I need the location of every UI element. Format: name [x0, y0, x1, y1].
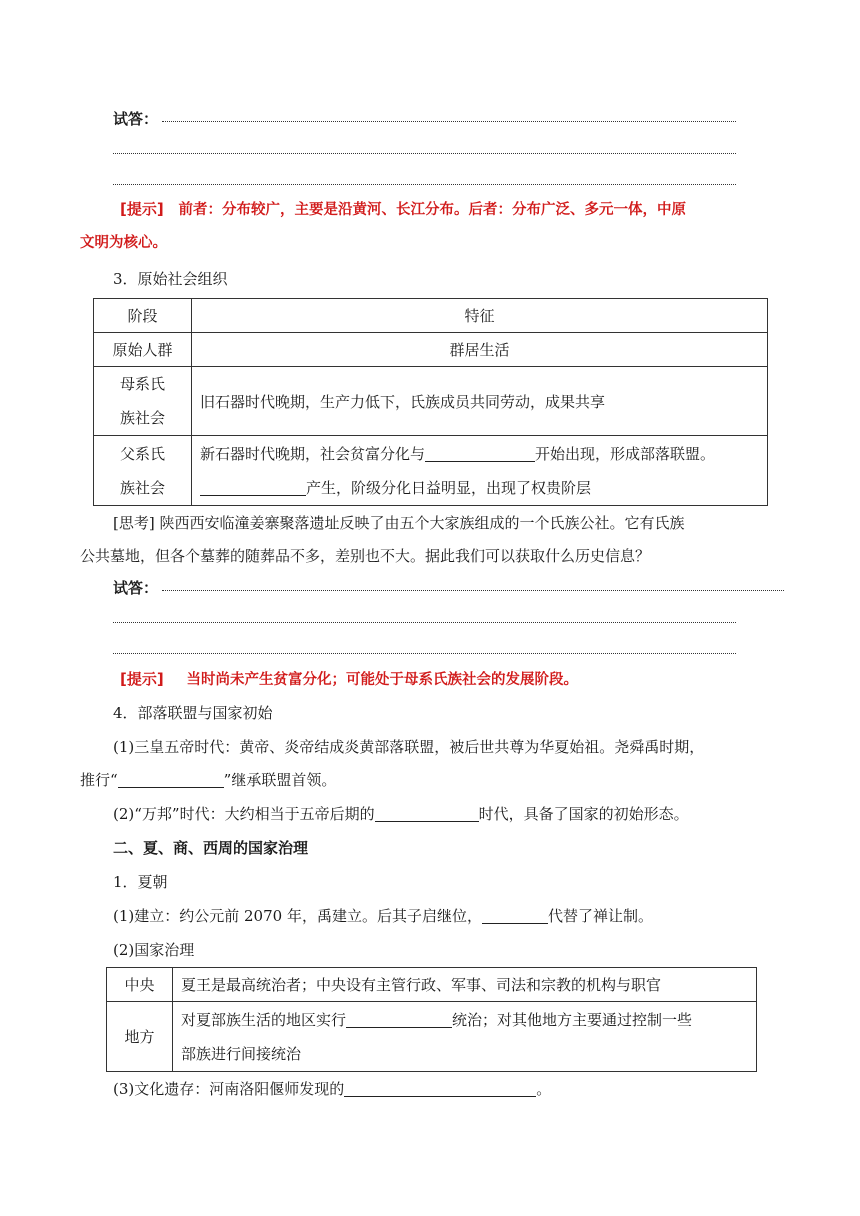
fill-blank[interactable] — [375, 805, 479, 822]
stage-line: 族社会 — [119, 409, 165, 427]
paragraph — [113, 905, 653, 926]
feature-text: 新石器时代晚期，社会贫富分化与 — [200, 444, 426, 463]
cell-text: 对夏部族生活的地区实行 — [181, 1010, 347, 1029]
section-title: 1．夏朝 — [113, 873, 168, 891]
table-cell-feature: 旧石器时代晚期，生产力低下，氏族成员共同劳动，成果共享 — [192, 367, 768, 436]
stage-line: 母系氏 — [119, 375, 165, 393]
paragraph-text: (1)建立：约公元前 2070 年，禹建立。后其子启继位， — [113, 907, 482, 925]
hint-label: [提示] — [120, 200, 164, 218]
fill-blank[interactable] — [346, 1011, 452, 1028]
fill-blank[interactable] — [118, 771, 224, 788]
table-header-feature: 特征 — [192, 299, 768, 333]
feature-text: 产生，阶级分化日益明显，出现了权贵阶层 — [306, 478, 592, 497]
table-cell-stage: 原始人群 — [94, 333, 192, 367]
cell-text: 部族进行间接统治 — [181, 1044, 302, 1063]
think-text: [思考] 陕西西安临潼姜寨聚落遗址反映了由五个大家族组成的一个氏族公社。它有氏族 — [113, 514, 685, 532]
answer-label: 试答： — [113, 579, 159, 597]
answer-line[interactable] — [162, 121, 736, 122]
fill-blank[interactable] — [344, 1080, 536, 1097]
paragraph — [113, 803, 689, 824]
cell-text: 统治；对其他地方主要通过控制一些 — [452, 1010, 693, 1029]
stage-line: 族社会 — [119, 478, 165, 497]
fill-blank[interactable] — [482, 907, 548, 924]
table-cell-label: 中央 — [107, 968, 173, 1002]
table-cell-stage — [94, 367, 192, 436]
paragraph-text: 。 — [536, 1080, 552, 1098]
table-cell-text — [173, 1002, 757, 1072]
feature-text: 开始出现，形成部落联盟。 — [535, 444, 716, 463]
paragraph: (2)国家治理 — [113, 941, 195, 959]
answer-line[interactable] — [113, 153, 736, 154]
paragraph-text: 时代，具备了国家的初始形态。 — [478, 805, 689, 823]
fill-blank[interactable] — [200, 479, 306, 496]
xia-governance-table — [106, 967, 757, 1072]
table-cell-label: 地方 — [107, 1002, 173, 1072]
paragraph-text: (3)文化遗存：河南洛阳偃师发现的 — [113, 1080, 345, 1098]
section-title: 3．原始社会组织 — [113, 270, 228, 288]
answer-label: 试答： — [113, 110, 159, 128]
paragraph-text: ”继承联盟首领。 — [223, 771, 337, 789]
society-table — [93, 298, 768, 506]
table-header-stage: 阶段 — [94, 299, 192, 333]
hint-text: 前者：分布较广，主要是沿黄河、长江分布。后者：分布广泛、多元一体，中原 — [178, 201, 686, 218]
table-cell-stage — [94, 436, 192, 506]
table-cell-text: 夏王是最高统治者；中央设有主管行政、军事、司法和宗教的机构与职官 — [173, 968, 757, 1002]
table-cell-feature: 群居生活 — [192, 333, 768, 367]
paragraph-text: 推行“ — [80, 771, 118, 789]
part-heading: 二、夏、商、西周的国家治理 — [113, 839, 309, 857]
paragraph-text: 代替了禅让制。 — [547, 907, 653, 925]
hint-text: 文明为核心。 — [80, 234, 167, 251]
paragraph: (1)三皇五帝时代：黄帝、炎帝结成炎黄部落联盟，被后世共尊为华夏始祖。尧舜禹时期， — [113, 738, 705, 756]
answer-line[interactable] — [113, 653, 736, 654]
think-text: 公共墓地，但各个墓葬的随葬品不多，差别也不大。据此我们可以获取什么历史信息？ — [80, 547, 651, 565]
section-title: 4．部落联盟与国家初始 — [113, 704, 273, 722]
hint-line — [120, 668, 578, 689]
table-cell-feature — [192, 436, 768, 506]
hint-text: 当时尚未产生贫富分化；可能处于母系氏族社会的发展阶段。 — [186, 671, 578, 688]
answer-line[interactable] — [113, 622, 736, 623]
paragraph-text: (2)“万邦”时代：大约相当于五帝后期的 — [113, 805, 375, 823]
fill-blank[interactable] — [425, 445, 535, 462]
stage-line: 父系氏 — [119, 444, 165, 463]
hint-label: [提示] — [120, 670, 164, 688]
paragraph — [113, 1078, 551, 1099]
paragraph — [80, 769, 336, 790]
answer-line[interactable] — [162, 590, 784, 591]
hint-line — [120, 198, 686, 219]
answer-line[interactable] — [113, 184, 736, 185]
